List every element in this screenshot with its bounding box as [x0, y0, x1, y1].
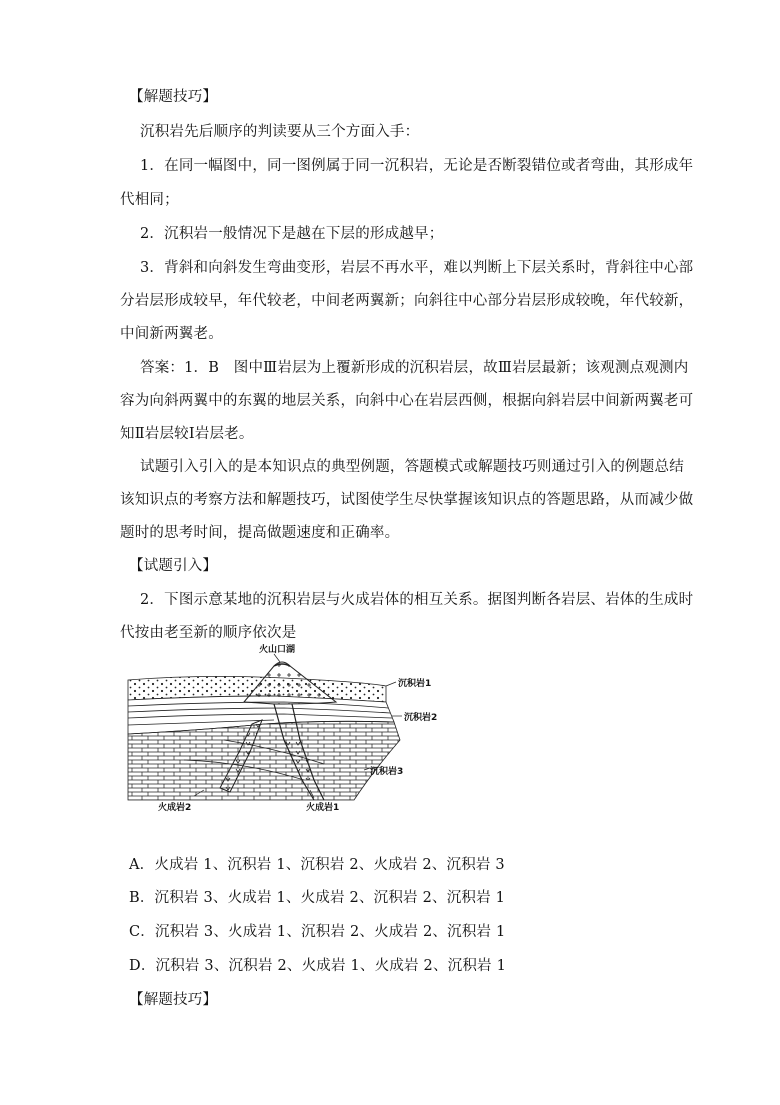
label-sedimentary-3: 沉积岩3: [370, 767, 404, 777]
paragraph-line: 题时的思考时间，提高做题速度和正确率。: [120, 525, 400, 541]
option-b: B．沉积岩 3、火成岩 1、火成岩 2、沉积岩 2、沉积岩 1: [129, 890, 506, 906]
answer-line: 容为向斜两翼中的东翼的地层关系，向斜中心在岩层西侧，根据向斜岩层中间新两翼老可: [120, 393, 694, 409]
answer-line: 知Ⅱ岩层较Ⅰ岩层老。: [120, 426, 254, 442]
option-c: C．沉积岩 3、火成岩 1、沉积岩 2、火成岩 2、沉积岩 1: [129, 924, 506, 940]
paragraph-line: 试题引入引入的是本知识点的典型例题，答题模式或解题技巧则通过引入的例题总结: [140, 459, 684, 475]
paragraph-line: 分岩层形成较早，年代较老，中间老两翼新；向斜往中心部分岩层形成较晚，年代较新，: [120, 293, 694, 309]
paragraph-line: 1．在同一幅图中，同一图例属于同一沉积岩，无论是否断裂错位或者弯曲，其形成年: [140, 158, 694, 174]
label-sedimentary-2: 沉积岩2: [404, 713, 438, 723]
paragraph-line: 代相同；: [120, 192, 179, 208]
paragraph-line: 该知识点的考察方法和解题技巧，试图使学生尽快掌握该知识点的答题思路，从而减少做: [120, 492, 694, 508]
question-line: 代按由老至新的顺序依次是: [120, 625, 297, 641]
question-line: 2．下图示意某地的沉积岩层与火成岩体的相互关系。据图判断各岩层、岩体的生成时: [140, 592, 694, 608]
answer-line: 答案：1．B 图中Ⅲ岩层为上覆新形成的沉积岩层，故Ⅲ岩层最新；该观测点观测内: [140, 360, 689, 376]
paragraph-line: 2．沉积岩一般情况下是越在下层的形成越早；: [140, 226, 444, 242]
paragraph-line: 3．背斜和向斜发生弯曲变形，岩层不再水平，难以判断上下层关系时，背斜往中心部: [140, 260, 694, 276]
label-igneous-1: 火成岩1: [306, 803, 340, 813]
label-sedimentary-1: 沉积岩1: [398, 679, 432, 689]
section-heading: 【解题技巧】: [129, 89, 218, 105]
geology-cross-section-figure: [124, 640, 454, 820]
label-crater-lake: 火山口湖: [259, 645, 296, 655]
section-heading: 【解题技巧】: [129, 992, 218, 1008]
option-d: D．沉积岩 3、沉积岩 2、火成岩 1、火成岩 2、沉积岩 1: [129, 958, 506, 974]
section-heading: 【试题引入】: [129, 558, 218, 574]
paragraph-line: 中间新两翼老。: [120, 326, 223, 342]
sedimentary-rock-3-layer: [128, 721, 400, 800]
paragraph-line: 沉积岩先后顺序的判读要从三个方面入手：: [140, 124, 420, 140]
label-igneous-2: 火成岩2: [158, 803, 192, 813]
option-a: A．火成岩 1、沉积岩 1、沉积岩 2、火成岩 2、沉积岩 3: [129, 857, 505, 873]
